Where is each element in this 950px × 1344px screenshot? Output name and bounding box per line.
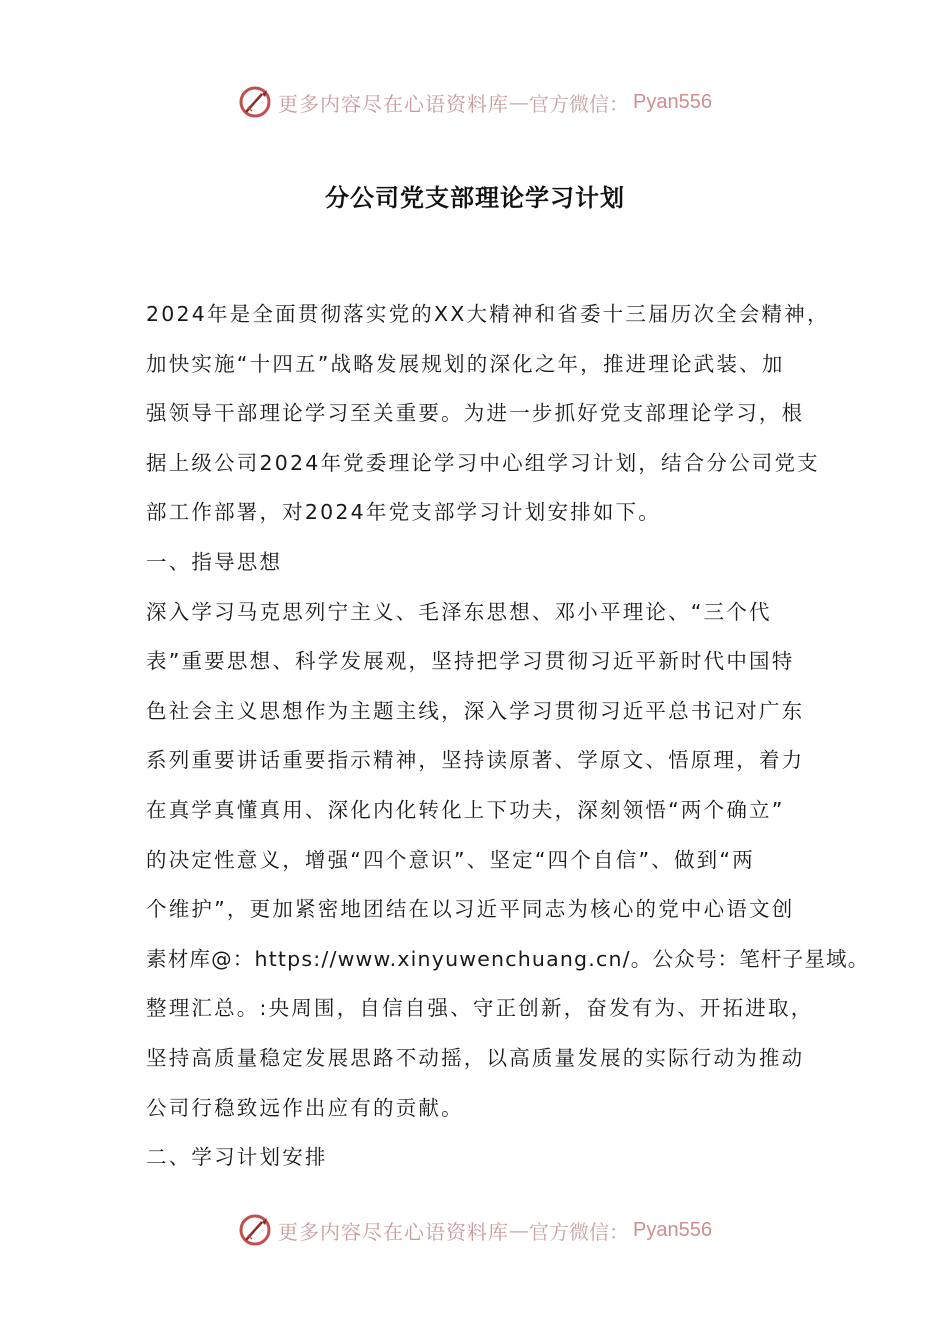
watermark-wechat-id: Pyan556: [633, 90, 712, 113]
watermark-slogan: 更多内容尽在心语资料库: [278, 91, 510, 116]
body-line: 深入学习马克思列宁主义、毛泽东思想、邓小平理论、“三个代: [146, 599, 772, 624]
section-heading-study-plan: 二、学习计划安排: [146, 1145, 328, 1170]
body-line: 整理汇总。:央周围，自信自强、守正创新，奋发有为、开拓进取，: [146, 996, 814, 1021]
watermark-separator: —: [509, 90, 530, 114]
body-line: 的决定性意义，增强“四个意识”、坚定“四个自信”、做到“两: [146, 847, 755, 872]
body-line: 2024年是全面贯彻落实党的XX大精神和省委十三届历次全会精神，: [146, 302, 830, 326]
document-body: [146, 290, 870, 1183]
body-line: 色社会主义思想作为主题主线，深入学习贯彻习近平总书记对广东: [146, 698, 805, 723]
quill-logo-icon: [238, 1213, 272, 1247]
body-line: 强领导干部理论学习至关重要。为进一步抓好党支部理论学习，根: [146, 401, 805, 426]
watermark-official-label: 官方微信：: [529, 91, 630, 116]
watermark-official-label: 官方微信：: [529, 1219, 630, 1244]
watermark-wechat-id: Pyan556: [633, 1218, 712, 1241]
body-line: 据上级公司2024年党委理论学习中心组学习计划，结合分公司党支: [146, 450, 820, 475]
body-line: 个维护”，更加紧密地团结在以习近平同志为核心的党中心语文创: [146, 897, 795, 922]
section-heading-guiding-thought: 一、指导思想: [146, 549, 283, 574]
watermark-separator: —: [509, 1218, 530, 1242]
body-line: 坚持高质量稳定发展思路不动摇，以高质量发展的实际行动为推动: [146, 1045, 805, 1070]
body-line-url: 素材库@：https://www.xinyuwenchuang.cn/。公众号：笔杆子星域。: [146, 946, 870, 971]
body-line: 公司行稳致远作出应有的贡献。: [146, 1095, 464, 1120]
document-title: 分公司党支部理论学习计划: [325, 183, 625, 212]
quill-logo-icon: [238, 85, 272, 119]
body-line: 在真学真懂真用、深化内化转化上下功夫，深刻领悟“两个确立”: [146, 797, 785, 822]
body-line: 部工作部署，对2024年党支部学习计划安排如下。: [146, 500, 661, 525]
body-line: 表”重要思想、科学发展观，坚持把学习贯彻习近平新时代中国特: [146, 649, 795, 674]
body-line: 系列重要讲话重要指示精神，坚持读原著、学原文、悟原理，着力: [146, 748, 805, 773]
footer-watermark-banner: [0, 1208, 950, 1252]
header-watermark-banner: [0, 80, 950, 124]
watermark-slogan: 更多内容尽在心语资料库: [278, 1219, 510, 1244]
body-line: 加快实施“十四五”战略发展规划的深化之年，推进理论武装、加: [146, 351, 785, 376]
